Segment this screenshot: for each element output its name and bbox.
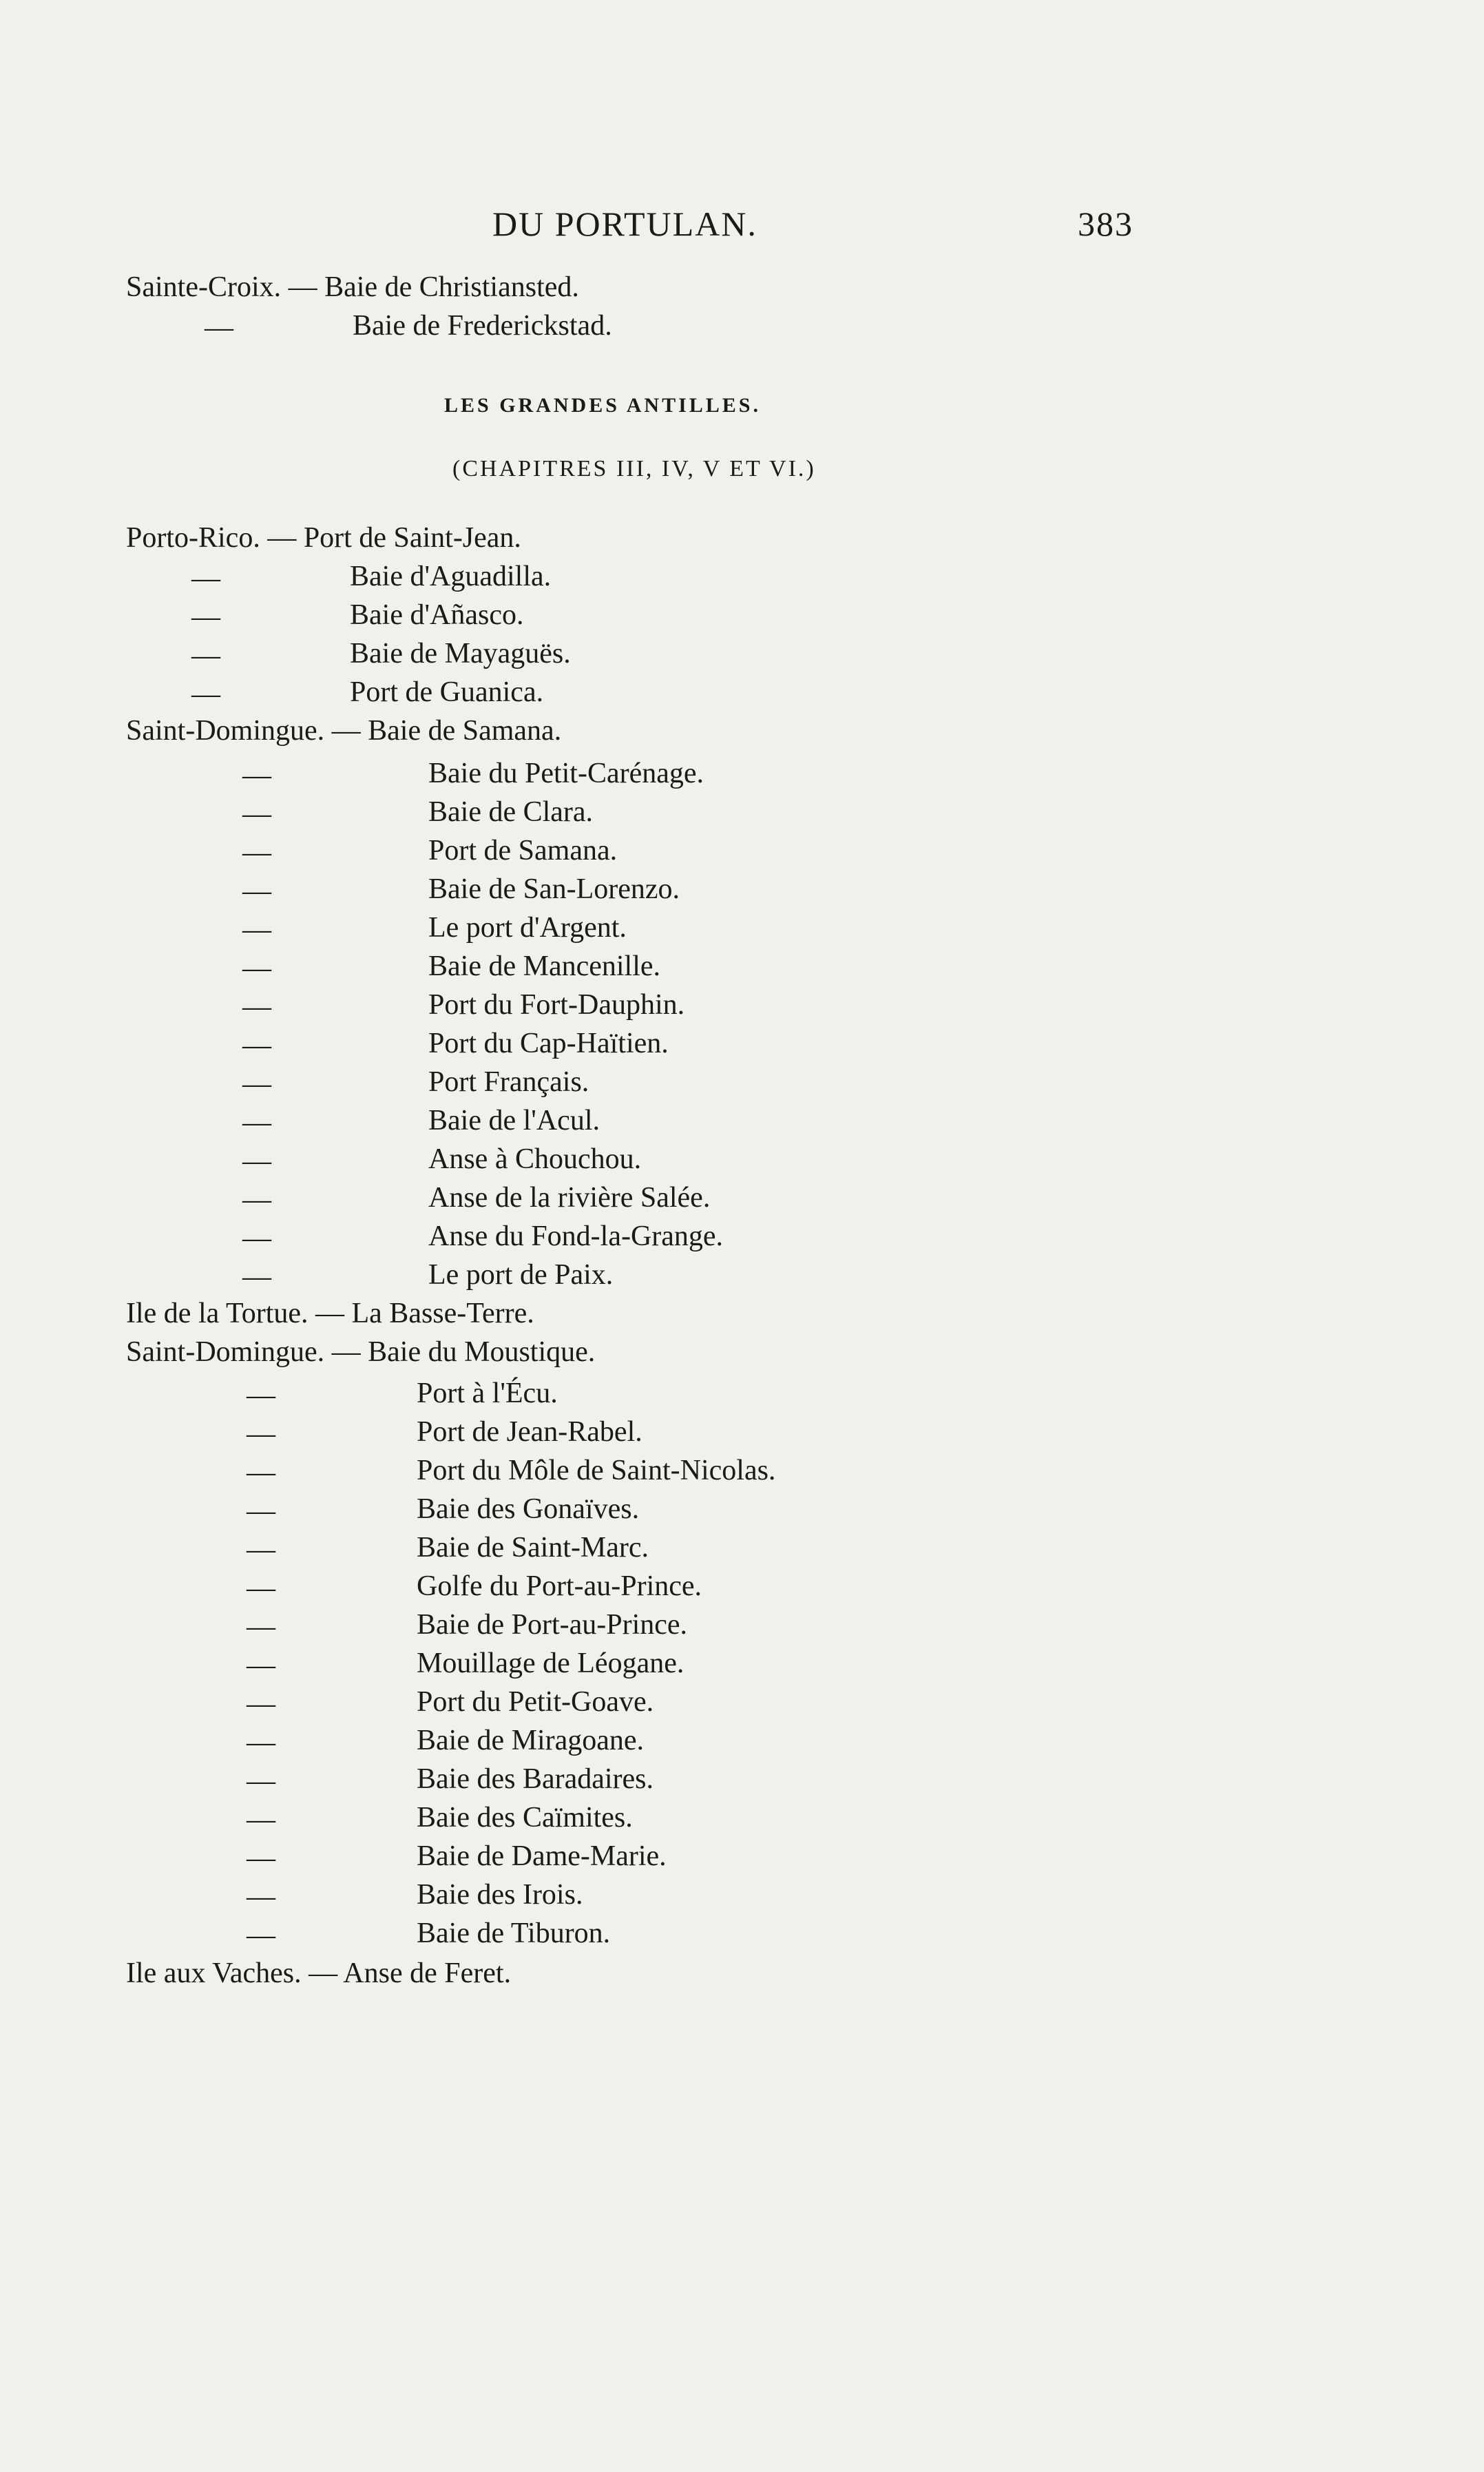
- entry-line: Port de Samana.: [428, 835, 618, 866]
- entry-line: Saint-Domingue. — Baie de Samana.: [126, 715, 562, 747]
- entry-line: Baie de Mayaguës.: [350, 638, 571, 669]
- ditto-dash: —: [247, 1727, 275, 1758]
- entry-line: Sainte-Croix. — Baie de Christiansted.: [126, 271, 579, 303]
- entry-line: Ile aux Vaches. — Anse de Feret.: [126, 1957, 512, 1989]
- entry-line: Baie du Petit-Carénage.: [428, 758, 704, 789]
- ditto-dash: —: [247, 1457, 275, 1488]
- ditto-dash: —: [242, 1223, 271, 1254]
- ditto-dash: —: [247, 1688, 275, 1720]
- ditto-dash: —: [242, 991, 271, 1023]
- ditto-dash: —: [242, 760, 271, 791]
- ditto-dash: —: [242, 1261, 271, 1293]
- entry-line: Porto-Rico. — Port de Saint-Jean.: [126, 522, 521, 554]
- running-title: DU PORTULAN.: [492, 205, 757, 243]
- section-subtitle: (CHAPITRES III, IV, V ET VI.): [452, 456, 816, 481]
- entry-line: Ile de la Tortue. — La Basse-Terre.: [126, 1298, 534, 1329]
- ditto-dash: —: [242, 953, 271, 984]
- entry-line: Saint-Domingue. — Baie du Moustique.: [126, 1336, 596, 1368]
- entry-line: Baie de Tiburon.: [417, 1918, 611, 1949]
- ditto-dash: —: [191, 563, 220, 594]
- entry-line: Baie des Caïmites.: [417, 1802, 633, 1834]
- entry-line: Baie de Dame-Marie.: [417, 1840, 667, 1872]
- ditto-dash: —: [242, 875, 271, 907]
- entry-line: Baie de Frederickstad.: [353, 310, 612, 342]
- ditto-dash: —: [242, 1184, 271, 1216]
- ditto-dash: —: [191, 640, 220, 672]
- ditto-dash: —: [191, 601, 220, 633]
- ditto-dash: —: [242, 1030, 271, 1061]
- entry-line: Port du Petit-Goave.: [417, 1686, 654, 1718]
- entry-line: Port du Môle de Saint-Nicolas.: [417, 1455, 776, 1486]
- ditto-dash: —: [205, 312, 233, 344]
- entry-line: Le port d'Argent.: [428, 912, 627, 944]
- entry-line: Le port de Paix.: [428, 1259, 614, 1291]
- ditto-dash: —: [247, 1765, 275, 1797]
- entry-line: Port du Cap-Haïtien.: [428, 1028, 669, 1059]
- entry-line: Baie de Port-au-Prince.: [417, 1609, 688, 1641]
- entry-line: Port de Jean-Rabel.: [417, 1416, 642, 1448]
- entry-line: Port de Guanica.: [350, 676, 544, 708]
- ditto-dash: —: [247, 1650, 275, 1681]
- ditto-dash: —: [247, 1611, 275, 1643]
- entry-line: Port à l'Écu.: [417, 1378, 558, 1409]
- entry-line: Baie de San-Lorenzo.: [428, 873, 680, 905]
- ditto-dash: —: [247, 1881, 275, 1913]
- entry-line: Baie de Saint-Marc.: [417, 1532, 649, 1564]
- entry-line: Baie des Irois.: [417, 1879, 583, 1911]
- entry-line: Baie d'Aguadilla.: [350, 561, 552, 592]
- ditto-dash: —: [247, 1804, 275, 1836]
- ditto-dash: —: [242, 798, 271, 830]
- ditto-dash: —: [242, 1145, 271, 1177]
- ditto-dash: —: [247, 1572, 275, 1604]
- entry-line: Baie de Miragoane.: [417, 1725, 645, 1756]
- ditto-dash: —: [242, 914, 271, 946]
- ditto-dash: —: [242, 1068, 271, 1100]
- ditto-dash: —: [247, 1418, 275, 1450]
- entry-line: Baie des Baradaires.: [417, 1763, 654, 1795]
- ditto-dash: —: [247, 1842, 275, 1874]
- entry-line: Baie de Mancenille.: [428, 951, 661, 982]
- entry-line: Anse de la rivière Salée.: [428, 1182, 711, 1214]
- entry-line: Mouillage de Léogane.: [417, 1648, 684, 1679]
- entry-line: Baie des Gonaïves.: [417, 1493, 640, 1525]
- ditto-dash: —: [247, 1380, 275, 1411]
- ditto-dash: —: [247, 1534, 275, 1566]
- entry-line: Baie de l'Acul.: [428, 1105, 600, 1136]
- entry-line: Baie d'Añasco.: [350, 599, 524, 631]
- ditto-dash: —: [242, 837, 271, 869]
- ditto-dash: —: [247, 1920, 275, 1951]
- entry-line: Baie de Clara.: [428, 796, 594, 828]
- entry-line: Anse du Fond-la-Grange.: [428, 1221, 724, 1252]
- ditto-dash: —: [247, 1495, 275, 1527]
- entry-line: Golfe du Port-au-Prince.: [417, 1570, 702, 1602]
- entry-line: Port du Fort-Dauphin.: [428, 989, 685, 1021]
- entry-line: Port Français.: [428, 1066, 589, 1098]
- ditto-dash: —: [242, 1107, 271, 1139]
- ditto-dash: —: [191, 678, 220, 710]
- entry-line: Anse à Chouchou.: [428, 1143, 642, 1175]
- page-number: 383: [1078, 205, 1133, 243]
- section-title: LES GRANDES ANTILLES.: [444, 394, 761, 417]
